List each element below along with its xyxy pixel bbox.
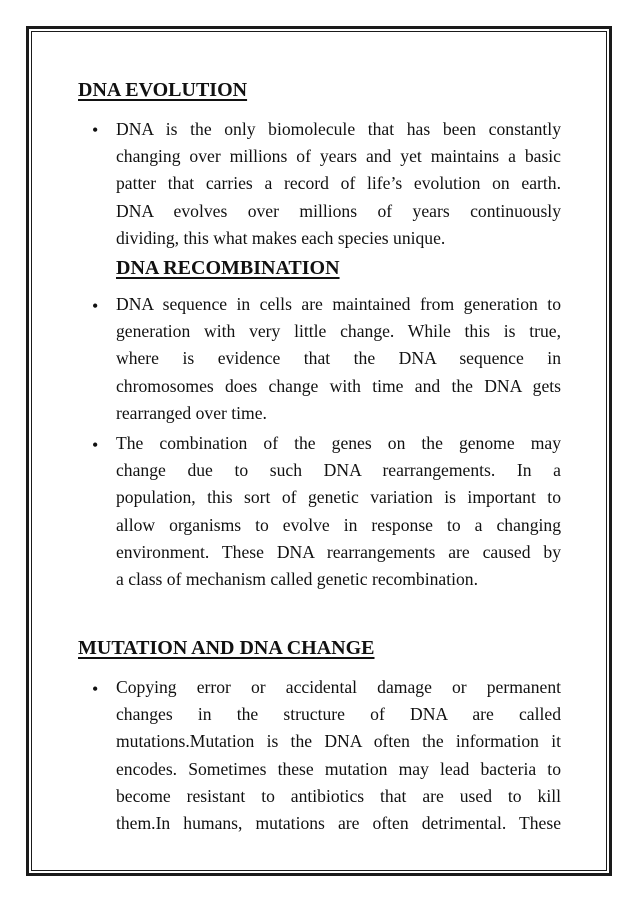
text-line: changing over millions of years and yet maintains a basic (116, 146, 561, 167)
bullet-marker: • (92, 296, 99, 316)
text-line: DNA sequence in cells are maintained from generation to (116, 294, 561, 314)
text-line: patter that carries a record of life’s evolution on earth. (116, 173, 561, 194)
text-line: rearranged over time. (116, 402, 267, 423)
paragraph-mutation (116, 674, 561, 837)
heading-mutation-and-dna-change: MUTATION AND DNA CHANGE (78, 637, 375, 659)
bullet-marker: • (92, 679, 99, 699)
text-line: chromosomes does change with time and the DNA gets (116, 375, 561, 396)
text-line: where is evidence that the DNA sequence in (116, 348, 561, 369)
text-line: The combination of the genes on the genome may (116, 433, 561, 453)
bullet-marker: • (92, 120, 99, 140)
text-line: allow organisms to evolve in response to a changing (116, 514, 561, 535)
text-line: dividing, this what makes each species unique. (116, 227, 446, 248)
text-line: environment. These DNA rearrangements are caused by (116, 541, 561, 562)
paragraph-dna-recombination-2 (116, 430, 561, 593)
text-line: generation with very little change. While this is true, (116, 321, 561, 342)
text-line: mutations.Mutation is the DNA often the information it (116, 731, 561, 752)
text-line: Copying error or accidental damage or permanent (116, 677, 561, 697)
text-line: changes in the structure of DNA are called (116, 704, 561, 725)
text-line: encodes. Sometimes these mutation may lead bacteria to (116, 758, 561, 779)
heading-dna-recombination: DNA RECOMBINATION (116, 257, 340, 279)
paragraph-dna-recombination-1 (116, 291, 561, 427)
text-line: population, this sort of genetic variation is important to (116, 487, 561, 508)
text-line: change due to such DNA rearrangements. In a (116, 460, 561, 481)
text-line: a class of mechanism called genetic recombination. (116, 568, 478, 589)
heading-dna-evolution: DNA EVOLUTION (78, 79, 248, 101)
text-line: become resistant to antibiotics that are used to kill (116, 785, 561, 806)
bullet-marker: • (92, 435, 99, 455)
text-line: DNA evolves over millions of years continuously (116, 200, 561, 221)
paragraph-dna-evolution (116, 116, 561, 252)
text-line: them.In humans, mutations are often detrimental. These (116, 812, 561, 833)
text-line: DNA is the only biomolecule that has been constantly (116, 119, 561, 139)
